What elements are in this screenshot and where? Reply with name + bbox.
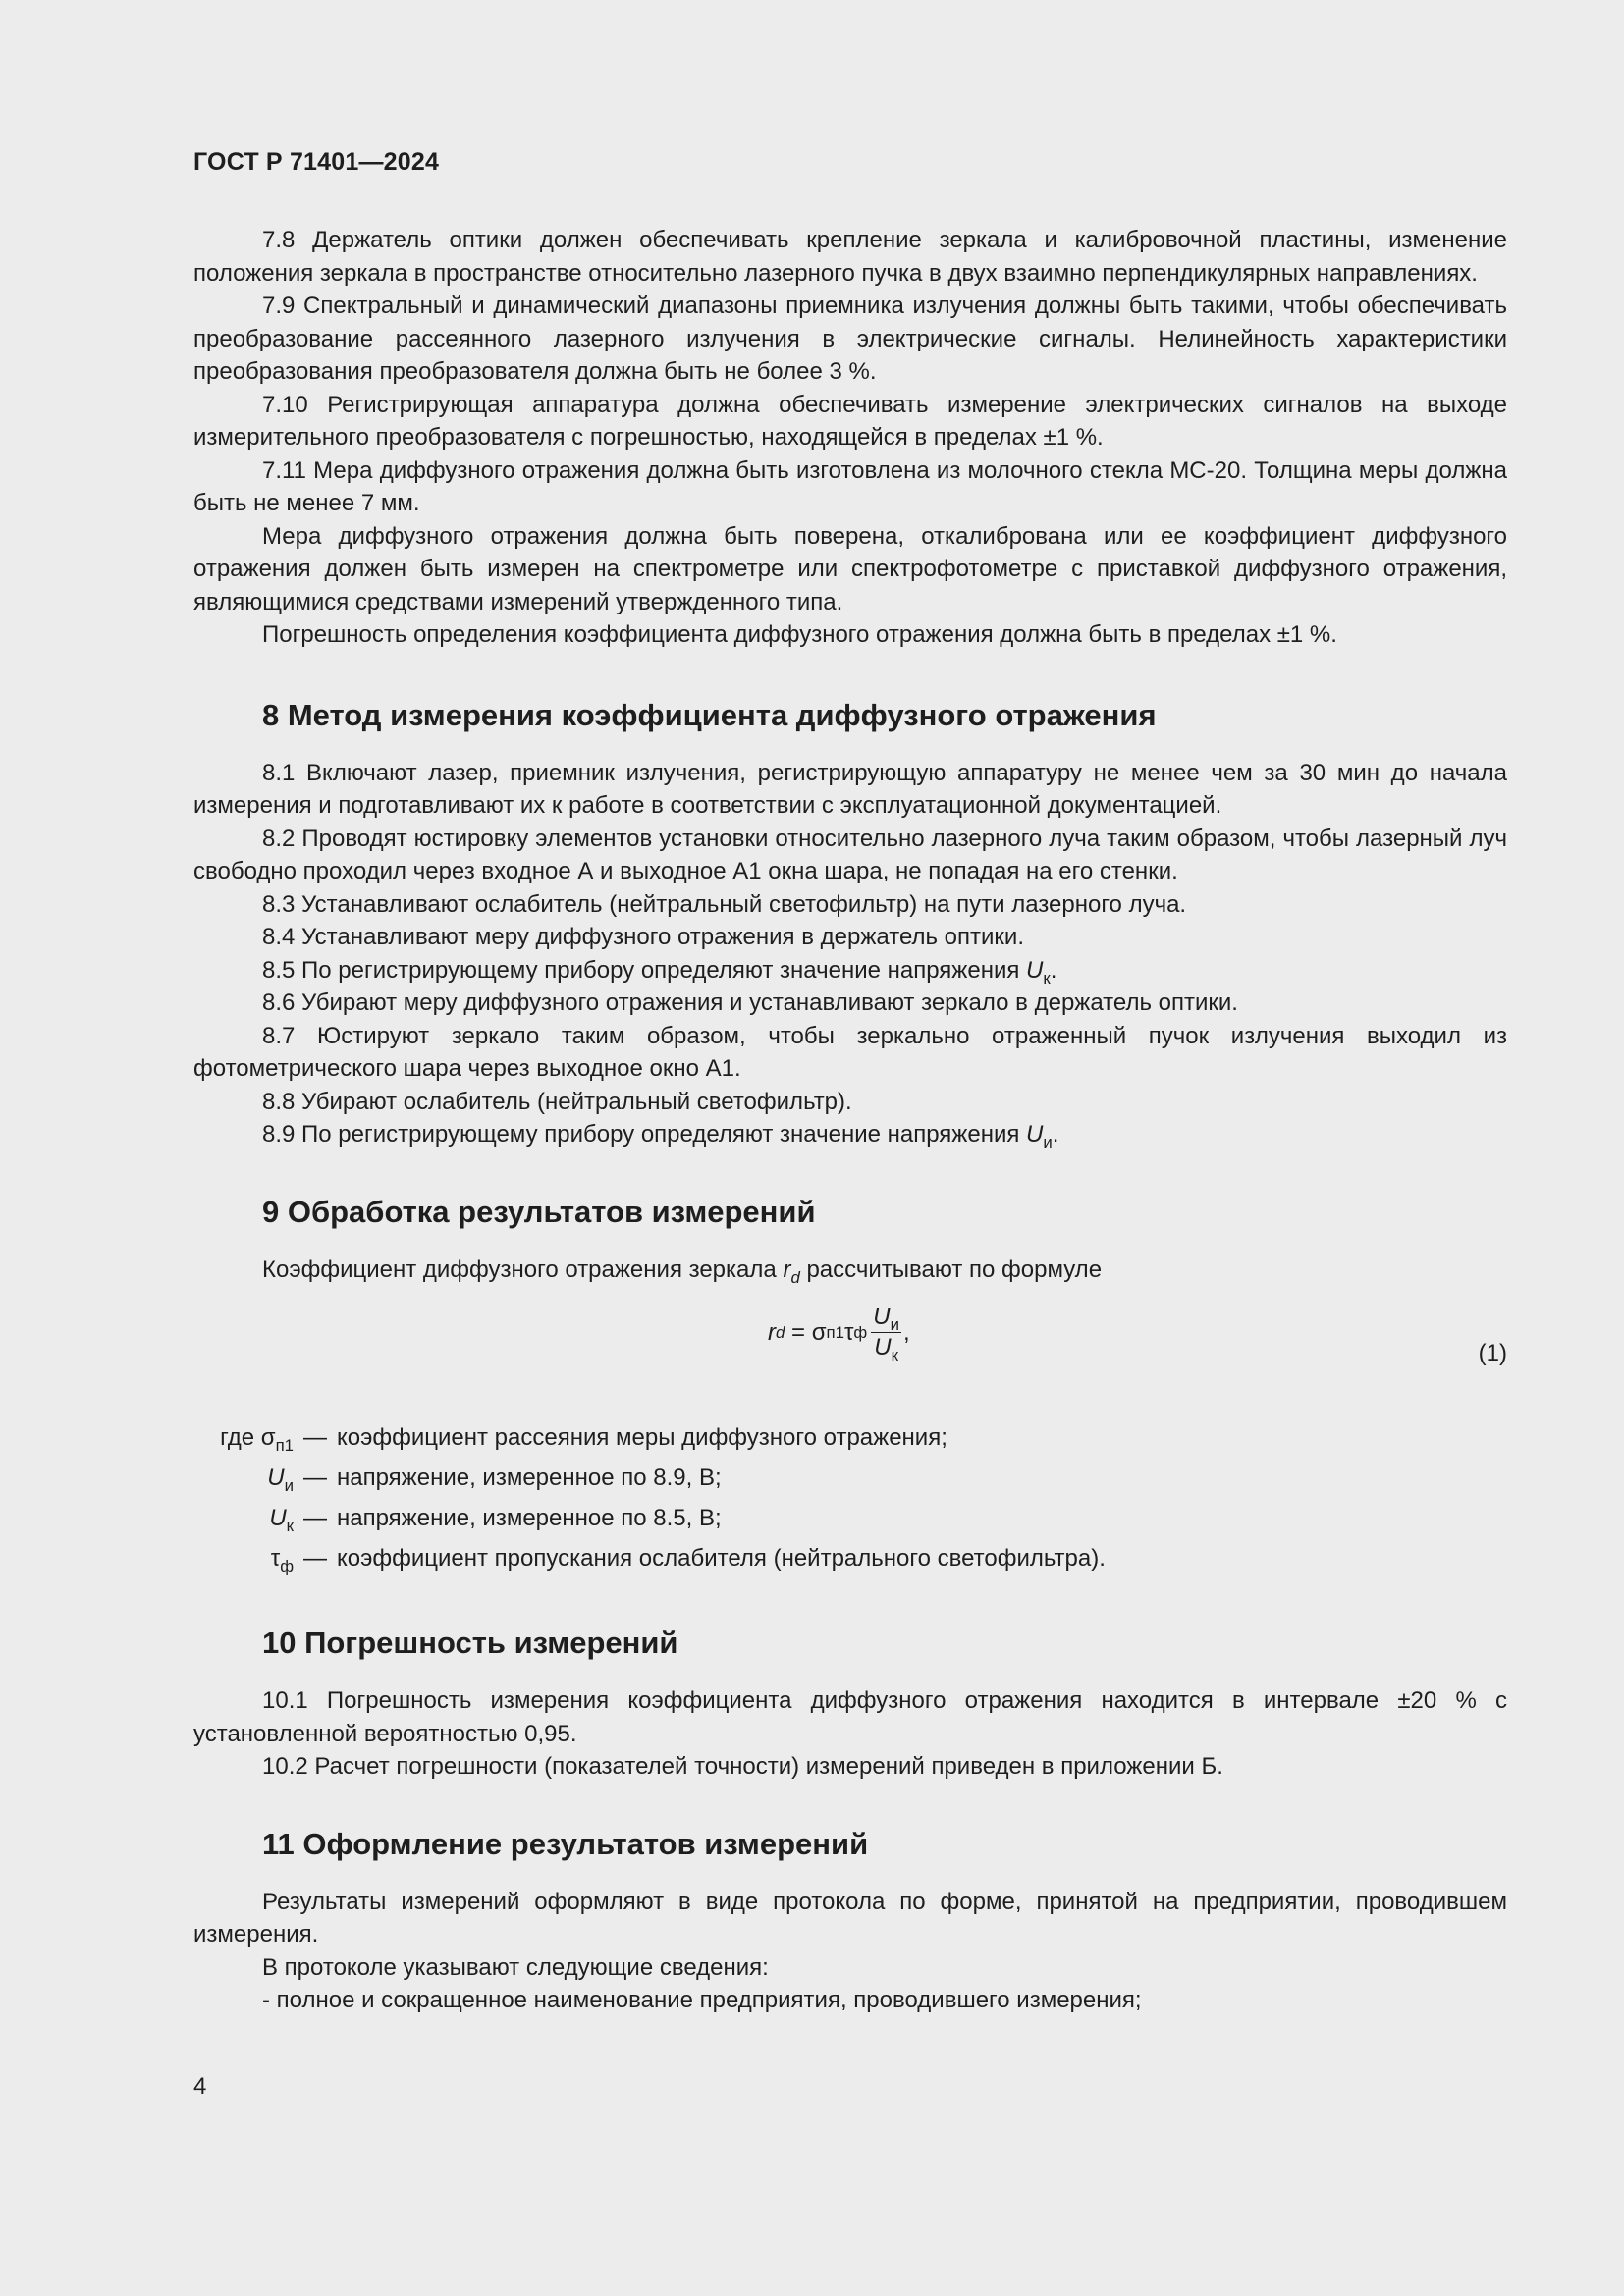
numerator-subscript: и	[890, 1314, 899, 1334]
legend-dash: —	[303, 1545, 327, 1572]
legend-description: напряжение, измеренное по 8.9, В;	[337, 1465, 722, 1491]
paragraph-8-3: 8.3 Устанавливают ослабитель (нейтральный светофильтр) на пути лазерного луча.	[262, 890, 1187, 918]
paragraph-8-9-text: 8.9 По регистрирующему прибору определяют значение напряжения	[262, 1121, 1027, 1148]
paragraph-7-10: 7.10 Регистрирующая аппаратура должна обеспечивать измерение электрических сигналов на выходе измерительного преобразователя с погрешностью, находящейся в пределах ±1 %.	[193, 391, 1507, 451]
legend-description: коэффициент рассеяния меры диффузного отражения;	[337, 1424, 947, 1451]
formula-tau: τ	[843, 1318, 854, 1346]
legend-symbol-subscript: к	[286, 1516, 294, 1535]
paragraph-8-4: 8.4 Устанавливают меру диффузного отражения в держатель оптики.	[262, 924, 1024, 950]
numerator-symbol: U	[873, 1304, 891, 1330]
paragraph-8-2: 8.2 Проводят юстировку элементов установки относительно лазерного луча таким образом, чтобы лазерный луч свободно проходил через входное А и выходное А1 окна шара, не попадая на его стенки.	[193, 825, 1507, 884]
legend-symbol	[193, 1421, 294, 1455]
formula-denominator	[874, 1333, 898, 1364]
formula-lhs-subscript: d	[776, 1322, 785, 1342]
page-number: 4	[193, 2073, 207, 2100]
paragraph-8-7: 8.7 Юстируют зеркало таким образом, чтобы зеркально отраженный пучок излучения выходил из фотометрического шара через выходное окно А1.	[193, 1022, 1507, 1082]
formula-intro	[193, 1254, 1507, 1287]
formula-legend	[193, 1421, 1507, 1582]
legend-symbol-subscript: п1	[275, 1435, 294, 1455]
legend-description: напряжение, измеренное по 8.5, В;	[337, 1505, 722, 1531]
list-item: - полное и сокращенное наименование предприятия, проводившего измерения;	[262, 1987, 1142, 2013]
paragraph-7-9: 7.9 Спектральный и динамический диапазоны приемника излучения должны быть такими, чтобы обеспечивать преобразование рассеянного лазерного излучения в электрические сигналы. Нелинейность характеристики преобразования преобразователя должна быть не более 3 %.	[193, 293, 1507, 385]
legend-description: коэффициент пропускания ослабителя (нейтрального светофильтра).	[337, 1545, 1106, 1572]
legend-symbol	[193, 1542, 294, 1575]
paragraph-8-5-text: 8.5 По регистрирующему прибору определяют значение напряжения	[262, 956, 1027, 984]
legend-dash: —	[303, 1465, 327, 1491]
formula-expression: r d = σ п1 τ ф $\frac{U_и}{U_к}$ ,	[768, 1304, 910, 1364]
section-9-title: 9 Обработка результатов измерений	[262, 1194, 816, 1229]
legend-symbol-main: τ	[270, 1545, 281, 1572]
paragraph-7-11-measure: Мера диффузного отражения должна быть поверена, откалибрована или ее коэффициент диффузного отражения должен быть измерен на спектрометре или спектрофотометре с приставкой диффузного отражения, являющимися средствами измерений утвержденного типа.	[193, 522, 1507, 615]
paragraph-8-9: 8.9 По регистрирующему прибору определяют значение напряжения $U_и$.	[262, 1121, 1059, 1151]
voltage-symbol: U	[1026, 956, 1044, 984]
paragraph-8-5: 8.5 По регистрирующему прибору определяют значение напряжения $U_к$.	[262, 956, 1057, 988]
formula-lhs: r	[768, 1318, 776, 1346]
legend-row	[193, 1421, 1507, 1462]
document-header: ГОСТ Р 71401—2024	[193, 148, 440, 176]
legend-symbol-subscript: и	[284, 1475, 294, 1495]
legend-symbol	[193, 1502, 294, 1535]
formula-number: (1)	[1478, 1340, 1507, 1366]
section-8-title: 8 Метод измерения коэффициента диффузного отражения	[262, 697, 1157, 732]
page-body	[193, 224, 1507, 2017]
legend-row	[193, 1502, 1507, 1542]
section-10-title: 10 Погрешность измерений	[262, 1626, 678, 1660]
paragraph-7-11: 7.11 Мера диффузного отражения должна быть изготовлена из молочного стекла МС-20. Толщина меры должна быть не менее 7 мм.	[193, 456, 1507, 516]
paragraph-8-1: 8.1 Включают лазер, приемник излучения, регистрирующую аппаратуру не менее чем за 30 мин до начала измерения и подготавливают их к работе в соответствии с эксплуатационной документацией.	[193, 759, 1507, 819]
legend-row	[193, 1542, 1507, 1582]
formula-tail: ,	[902, 1318, 910, 1346]
paragraph-8-8: 8.8 Убирают ослабитель (нейтральный светофильтр).	[262, 1088, 852, 1115]
legend-symbol-main: U	[269, 1505, 287, 1531]
legend-where-label: где	[220, 1424, 261, 1451]
voltage-symbol: U	[1026, 1121, 1044, 1148]
legend-row	[193, 1462, 1507, 1502]
paragraph-10-1: 10.1 Погрешность измерения коэффициента диффузного отражения находится в интервале ±20 % с установленной вероятностью 0,95.	[193, 1687, 1507, 1747]
formula-fraction	[871, 1304, 901, 1364]
paragraph-11-list-intro: В протоколе указывают следующие сведения:	[262, 1953, 769, 1981]
paragraph-8-6: 8.6 Убирают меру диффузного отражения и устанавливают зеркало в держатель оптики.	[262, 989, 1238, 1016]
legend-symbol	[193, 1462, 294, 1495]
voltage-subscript: и	[1043, 1132, 1053, 1151]
paragraph-10-2: 10.2 Расчет погрешности (показателей точности) измерений приведен в приложении Б.	[262, 1753, 1223, 1780]
paragraph-11-intro: Результаты измерений оформляют в виде протокола по форме, принятой на предприятии, проводившем измерения.	[193, 1888, 1507, 1948]
denominator-symbol: U	[874, 1334, 892, 1361]
voltage-subscript: к	[1043, 968, 1051, 988]
legend-dash: —	[303, 1424, 327, 1451]
section-11-title: 11 Оформление результатов измерений	[262, 1826, 869, 1861]
paragraph-7-11-error: Погрешность определения коэффициента диффузного отражения должна быть в пределах ±1 %.	[262, 621, 1337, 648]
legend-dash: —	[303, 1505, 327, 1531]
legend-symbol-main: U	[267, 1465, 285, 1491]
formula-sigma: σ	[811, 1318, 827, 1346]
legend-symbol-subscript: ф	[280, 1556, 294, 1575]
paragraph-7-8: 7.8 Держатель оптики должен обеспечивать крепление зеркала и калибровочной пластины, изменение положения зеркала в пространстве относительно лазерного пучка в двух взаимно перпендикулярных направлениях.	[193, 227, 1507, 287]
legend-symbol-main: σ	[260, 1424, 276, 1451]
formula-numerator	[871, 1306, 901, 1333]
reflectance-symbol: r	[783, 1255, 791, 1283]
denominator-subscript: к	[891, 1345, 898, 1364]
formula-intro-tail: рассчитывают по формуле	[799, 1255, 1103, 1283]
formula-equals: =	[785, 1318, 812, 1346]
formula-1	[193, 1298, 1507, 1408]
formula-intro-text: Коэффициент диффузного отражения зеркала	[262, 1255, 784, 1283]
reflectance-subscript: d	[790, 1267, 800, 1287]
